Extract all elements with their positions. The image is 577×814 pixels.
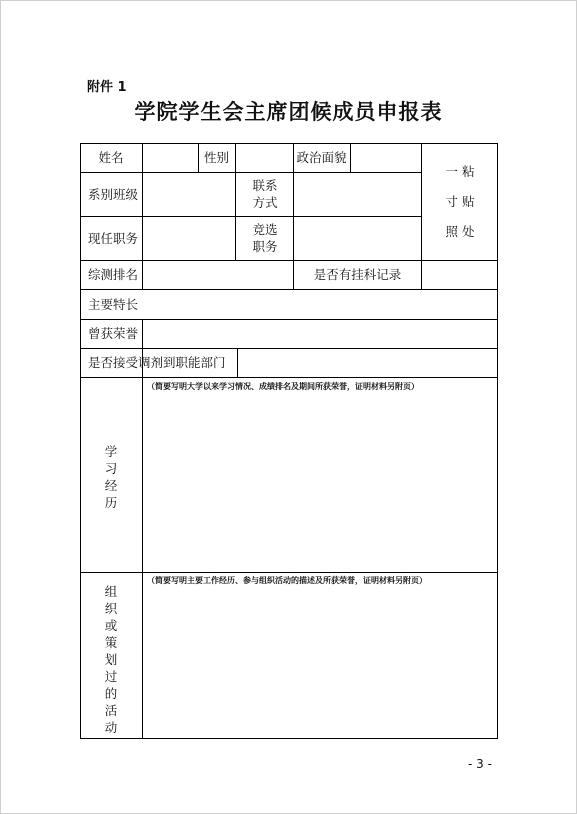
activities-instructions: （简要写明主要工作经历、参与组织活动的描述及所获荣誉，证明材料另附页）	[147, 576, 427, 585]
current-position-label: 现任职务	[88, 230, 139, 246]
gender-label: 性别	[203, 150, 229, 165]
contact-label: 联系方式	[252, 178, 278, 210]
photo-text-line: 照 处	[445, 224, 475, 239]
department-class-label: 系别班级	[88, 186, 139, 202]
activities-field[interactable]	[143, 589, 497, 737]
specialty-label: 主要特长	[88, 296, 139, 312]
study-instructions: （简要写明大学以来学习情况、成绩排名及期间所获荣誉，证明材料另附页）	[147, 382, 419, 391]
failed-course-label: 是否有挂科记录	[313, 267, 402, 282]
name-label: 姓名	[98, 150, 124, 165]
honors-field[interactable]	[143, 319, 498, 348]
accept-transfer-label: 是否接受调剂到职能部门	[88, 355, 226, 370]
contact-field[interactable]	[294, 172, 421, 216]
accept-transfer-field[interactable]	[238, 348, 498, 377]
ranking-label: 综测排名	[88, 267, 139, 282]
photo-text-line: 一 粘	[445, 164, 475, 179]
activities-label: 组织或策划过的活动	[104, 584, 118, 735]
political-status-label: 政治面貌	[296, 150, 347, 165]
political-status-field[interactable]	[351, 143, 421, 172]
application-form-table	[80, 143, 498, 739]
ranking-field[interactable]	[143, 260, 293, 289]
current-position-field[interactable]	[143, 216, 235, 260]
photo-placeholder	[422, 157, 498, 247]
candidate-position-field[interactable]	[294, 216, 421, 260]
form-title: 学院学生会主席团候成员申报表	[134, 99, 443, 124]
attachment-label: 附件 1	[87, 80, 127, 95]
honors-label: 曾获荣誉	[88, 326, 139, 341]
specialty-field[interactable]	[143, 289, 498, 319]
study-experience-label: 学习经历	[104, 444, 118, 510]
page-number: - 3 -	[468, 757, 492, 771]
gender-field[interactable]	[236, 143, 293, 172]
photo-text-line: 寸 贴	[445, 194, 475, 209]
department-class-field[interactable]	[143, 172, 235, 216]
study-experience-field[interactable]	[143, 395, 497, 571]
failed-course-field[interactable]	[422, 260, 498, 289]
candidate-position-label: 竞选职务	[252, 222, 278, 254]
name-field[interactable]	[143, 143, 198, 172]
